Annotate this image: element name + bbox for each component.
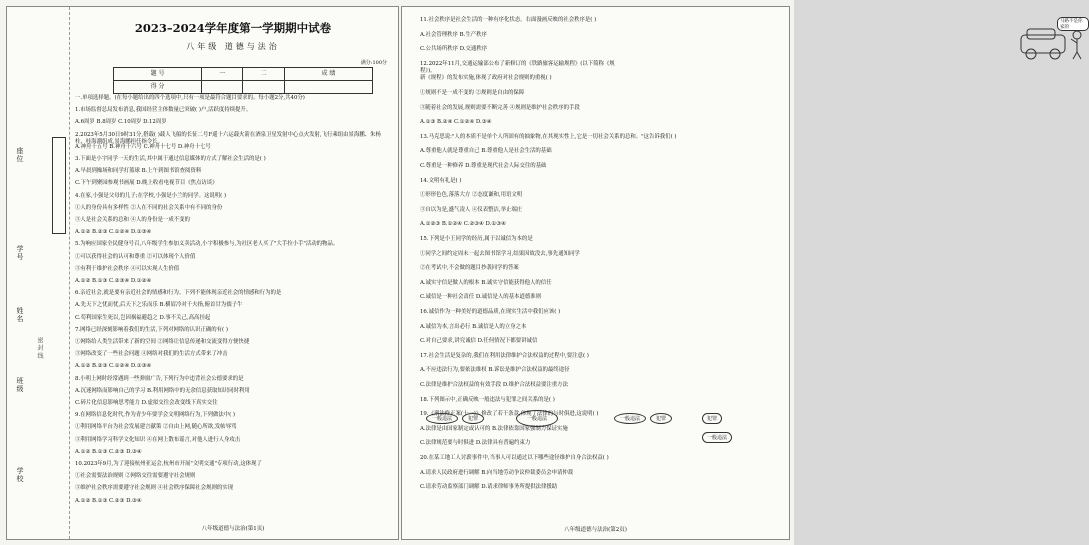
question-line: 7.网络已经深刻影响着我们的生活,下列对网络的认识正确的有( ) [75,326,228,333]
question-line: 12.2022年11月,交通运输部公布了新修订的《铁路旅客运输规程》(以下简称《规程》)。 [420,60,615,74]
question-line: 3.下面是小宇同学一天的生活,其中属于通过信息媒体的方式了解社会生活的是( ) [75,156,266,162]
score-table-row [114,81,373,94]
score-cell[interactable] [284,81,372,94]
score-cell: 得 分 [114,81,202,94]
question-line: C.碎片化信息影响思考能力 D.虚拟交往会改变线下真实交往 [75,400,218,406]
diagram-option-d [702,405,732,441]
number-label: 学号 [16,245,24,261]
question-line: 20.在某工地工人讨薪事件中,当事人可以通过以下哪些途径维护自身合法权益( ) [420,455,609,461]
question-line: A.神舟十五号 B.神舟十六号 C.神舟十七号 D.神舟十七号 [75,143,211,150]
question-line: A.6周岁 B.8周岁 C.10周岁 D.12周岁 [75,119,167,126]
question-line: A.①② B.②③ C.①②④ D.①③④ [75,229,152,236]
class-label: 班级 [16,377,24,393]
question-line: C.法律规范要与时俱进 D.法律具有普遍约束力 [420,440,531,447]
traffic-cartoon [1017,19,1089,61]
page-footer: 八年级道德与法治(第1页) [201,525,265,532]
school-label: 学校 [16,467,24,483]
question-line: 17.社会生活是复杂的,我们在利用法律维护合法权益的过程中,要注意( ) [420,352,589,359]
score-table-row [114,68,373,81]
question-line: A.不应违法行为,要依法维权 B.诉讼是维护合法权益的最终途径 [420,367,570,374]
diagram-option-b [514,405,560,427]
diagram-oval: 一般违法 [614,413,646,424]
question-line: C.法律是维护合法权益的有效手段 D.维护合法权益要注重方法 [420,382,568,388]
question-line: C.公共场所秩序 D.交通秩序 [420,46,488,53]
question-line: ③维护社会秩序需要遵守社会规则 ④社会秩序保障社会规则的实现 [75,485,234,492]
left-page [6,6,399,540]
question-line: ③自以为是,盛气凌人 ④仪表整洁,举止端庄 [420,206,523,213]
question-line: A.尊重他人就是尊重自己 B.尊重他人是社会生活的基础 [420,148,552,155]
question-line: ①规则不是一成不变的 ②规则是自由的保障 [420,90,525,96]
question-line: ①网络给人类生活带来了新的空间 ②网络让信息传递和交流变得方便快捷 [75,339,250,345]
question-line: 8.小明上网时经常遇到一些弹窗广告,下列行为中违背社会公德要求的是 [75,375,244,382]
cartoon-speech-bubble: 马路不是你家的 [1057,17,1089,31]
question-line: A.早晨到操场和同学打篮球 B.上午到图书馆查阅资料 [75,168,202,175]
question-line: A.①② B.①③ C.②③④ D.①②④ [75,278,152,284]
question-line: A.沉迷网络而影响自己的学习 B.利用网络中的无余信息获取知识同时利用 [75,387,250,394]
question-line: C.下午到聚园参观书画展 D.晚上收看电视节目《焦点访谈》 [75,180,218,187]
question-line: C.诚信是一种社会责任 D.诚信是人的基本道德准则 [420,294,542,301]
question-line: A.①② B.②③ C.①②④ D.①③④ [75,363,152,370]
left-main [73,7,393,539]
score-note: 满分:100分 [360,60,387,66]
question-line: 9.在网络信息化时代,作为青少年要学会文明网络行为,下列做法中( ) [75,412,236,419]
question-line: ③网络改变了一些社会问题 ④网络对我们的生活方式带来了冲击 [75,351,228,358]
diagram-rect: 犯罪 [702,413,722,424]
score-cell: 题 号 [114,68,202,81]
diagram-rect: 一般违法 [702,432,732,443]
diagram-oval: 一般违法 [426,413,458,424]
exam-subtitle: 八年级 道德与法治 [186,42,280,51]
question-line: C.请求劳动监察部门调解 D.请求律师事务所提供法律援助 [420,484,558,491]
seat-number-box [52,137,66,234]
seal-line-label: 密 封 线 [36,337,43,359]
question-line: 15.下列是小王同学的经历,属于以诚信为本的是 [420,236,533,242]
score-cell: 成 绩 [284,68,372,81]
question-line: ①社会需要法治规则 ②网络交往需要遵守社会规则 [75,473,196,480]
score-cell: 一 [202,68,243,81]
question-line: ①人的身份具有多样性 ②人在不同的社会关系中有不同的身份 [75,204,223,211]
question-line: ①形形色色,落落大方 ②态度谦和,用语文明 [420,192,523,199]
diagram-oval: 犯罪 [650,413,672,424]
question-line: 13.马克思说:"人的本质不是单个人所固有的抽象物,在其现实性上,它是一切社会关系的总和。"这告诉我们( ) [420,133,677,140]
exam-title: 2023–2024学年度第一学期期中试卷 [134,21,332,35]
question-line: 1.市场监督总局发布消息,我国经营主体数量已突破( )户,活跃度持续提升。 [75,107,252,114]
name-label: 姓名 [16,307,24,323]
question-line: A.诚实守信是做人的根本 B.诚实守信能获得他人的信任 [420,279,552,286]
question-line: 新《规程》的发布实施,体现了政府对社会规则的重视( ) [420,75,552,82]
question-line: 2.2023年5月30日9时31分,搭载( )载人飞船的长征二号F遥十六运载火箭在酒泉卫星发射中心点火发射,飞行乘组由景海鹏、朱杨柱、桂海潮组成,景海鹏担任指令长。 [75,131,381,145]
question-line: 19.《刑法修正案(十一)》修改了若干条款,体现了法律的与时俱进,这说明( ) [420,411,599,418]
question-line: C.对自己要求,讲究诚信 D.任何情况下都要讲诚信 [420,338,538,345]
question-line: 5.为响应国家全民健身号召,八年级学生参加义卖活动,小宇积极参与,为社区老人买了"大手拉小手"活动的物品。 [75,241,339,248]
seat-label: 座位 [16,147,24,163]
diagram-oval: 犯罪 [462,413,484,424]
binding-margin [7,7,70,539]
question-line: A.①② B.①③ C.②③ D.③④ [75,497,142,504]
score-cell: 二 [243,68,284,81]
question-line: C.尊重是一种修养 D.尊重是现代社会人际交往的基础 [420,163,547,169]
question-line: 一.单项选择题。(在每小题给出的四个选项中,只有一项是最符合题目要求的。每小题2分,共40分) [75,95,305,101]
question-line: ②在考试中,不会做的题目抄袭同学的答案 [420,265,519,272]
page-footer: 八年级道德与法治(第2页) [564,527,627,533]
question-line: 18.下列图示中,正确反映一般违法与犯罪之间关系的是( ) [420,396,555,403]
diagram-option-c [612,405,674,427]
question-line: A.社会管理秩序 B.生产秩序 [420,31,487,38]
score-cell[interactable] [243,81,284,94]
question-line: 14.文明有礼是( ) [420,177,462,184]
question-line: ③利用网络学习科学文化知识 ④在网上散布谣言,对他人进行人身攻击 [75,436,241,443]
question-line: A.①② B.①③ C.②③ D.③④ [75,448,142,455]
question-line: 11.社会秩序是社会生活的一种有序化状态。右面漫画反映的社会秩序是( ) [420,17,597,23]
question-line: C.苟利国家生死以,岂因祸福避趋之 D.事不关己,高高挂起 [75,314,211,321]
score-cell[interactable] [202,81,243,94]
question-line: ①同学之间约定周末一起去图书馆学习,结果因故没去,事先通知同学 [420,250,580,257]
score-table [113,67,373,94]
right-page [401,6,1083,540]
question-line: A.法律是由国家制定或认可的 B.法律依靠国家强制力保证实施 [420,425,568,432]
question-line: 16.诚信作为一种美好的道德品质,在现实生活中我们应该( ) [420,309,561,315]
question-line: ①利用网络平台为社会发展建言献策 ②自由上网,随心所欲,发帖辱骂 [75,424,237,431]
question-line: 10.2023年9月,为了迎接杭州亚运会,杭州市开展"文明交通"专项行动,这体现了 [75,461,262,467]
question-line: ①可以获得社会的认可和尊重 ②可以体现个人价值 [75,253,196,260]
question-line: A.诚信为本,言出必行 B.诚信是人的立身之本 [420,323,527,330]
question-line: A.①③ B.②④ C.①②④ D.③④ [420,119,492,126]
question-line: ③随着社会的发展,规则需要不断完善 ④规则是维护社会秩序的手段 [420,104,580,111]
question-line: A.①②③ B.①②④ C.②③④ D.①③④ [420,221,506,228]
question-line: ③人是社会关系的总和 ④人的身份是一成不变的 [75,217,190,223]
question-line: ③有利于维护社会秩序 ④可以实现人生价值 [75,265,180,272]
question-line: A.请求人民政府进行调解 B.向当地劳动争议仲裁委员会申请仲裁 [420,469,574,476]
diagram-option-a [424,405,486,427]
diagram-oval: 一般违法 [516,410,558,427]
question-line: 6.亲近社会,就是要有亲近社会的情感和行为。下列不能体现亲近社会的情感和行为的是 [75,290,282,297]
question-line: 4.在家,小强是父母的儿子;在学校,小强是小兰的同学。这说明( ) [75,192,227,199]
question-line: A.先天下之忧而忧,后天下之乐而乐 B.横眉冷对千夫指,俯首甘为孺子牛 [75,302,243,309]
